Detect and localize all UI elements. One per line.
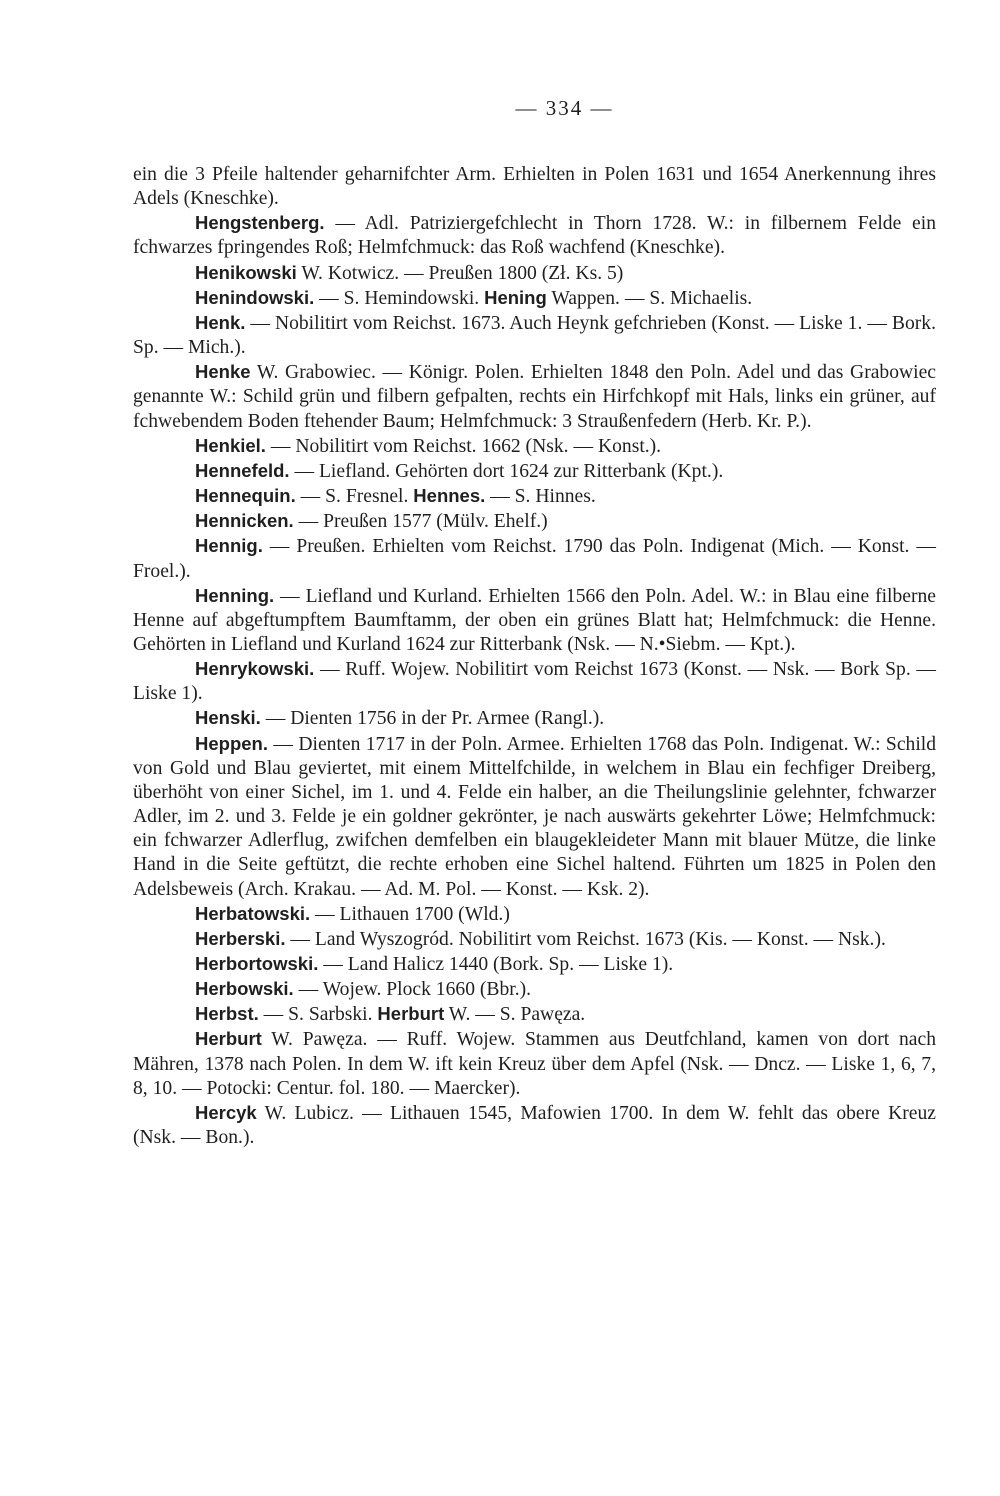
entry-text: — Preußen 1577 (Mülv. Ehelf.)	[293, 511, 548, 533]
entry-text: — Dienten 1717 in der Poln. Armee. Erhielten 1768 das Poln. Indigenat. W.: Schild von Gold und Blau geviertet, mit einem Mittelfchilde, in welchem in Blau ein fechfiger Dreiberg, überhöht von einer Sichel, im 1. und 4. Felde ein halber, an die Theilungslinie gelehnter, fchwarzer Adler, im 2. und 3. Felde je ein goldner gekrönter, je nach auswärts gekehrter Löwe; Helmfchmuck: ein fchwarzer Adlerflug, zwifchen demfelben ein blaugekleideter Mann mit blauer Mütze, die linke Hand in die Seite geftützt, die rechte erhoben eine Sichel haltend. Führten um 1825 in Polen den Adelsbeweis (Arch. Krakau. — Ad. M. Pol. — Konst. — Ksk. 2).	[133, 733, 936, 900]
entry-headword: Hercyk	[195, 1101, 257, 1123]
entry-text: — S. Hemindowski.	[314, 287, 485, 309]
entry-text: — Nobilitirt vom Reichst. 1673. Auch Heynk gefchrieben (Konst. — Liske 1. — Bork. Sp. — Mich.).	[133, 312, 936, 359]
entry	[133, 311, 936, 360]
entry-text: W. Grabowiec. — Königr. Polen. Erhielten 1848 den Poln. Adel und das Grabowiec genannte W.: Schild grün und filbern gefpalten, rechts ein Hirfchkopf mit Hals, links ein grüner, auf fchwebendem Boden ftehender Baum; Helmfchmuck: 3 Straußenfedern (Herb. Kr. P.).	[133, 362, 936, 432]
entry-text: — S. Fresnel.	[295, 486, 414, 508]
entry-headword: Henke	[195, 361, 251, 383]
entry-text: — Liefland. Gehörten dort 1624 zur Ritterbank (Kpt.).	[289, 460, 724, 482]
entry-headword: Hennes.	[413, 485, 486, 507]
entry-headword: Hennequin.	[195, 485, 296, 507]
entry-text: — Land Wyszogród. Nobilitirt vom Reichst. 1673 (Kis. — Konst. — Nsk.).	[285, 928, 886, 950]
entry-text: — Preußen. Erhielten vom Reichst. 1790 das Poln. Indigenat (Mich. — Konst. — Froel.).	[133, 536, 936, 582]
entry-continuation	[133, 163, 936, 211]
entry-headword: Herbortowski.	[195, 953, 319, 974]
entry-text: W. Lubicz. — Lithauen 1545, Mafowien 1700. In dem W. fehlt das obere Kreuz (Nsk. — Bon.).	[133, 1102, 936, 1149]
entry-text: W. Kotwicz. — Preußen 1800 (Zł. Ks. 5)	[296, 262, 624, 284]
entry-text: — S. Hinnes.	[485, 486, 596, 508]
entry-headword: Hennicken.	[195, 510, 294, 532]
entry	[133, 534, 936, 583]
entry-headword: Herbatowski.	[195, 902, 311, 924]
entry	[133, 584, 936, 657]
entry-text: — Nobilitirt vom Reichst. 1662 (Nsk. — Konst.).	[265, 435, 662, 457]
entry-headword: Herburt	[195, 1028, 262, 1050]
entry-text: W. Pawęza. — Ruff. Wojew. Stammen aus Deutfchland, kamen von dort nach Mähren, 1378 nach Polen. In dem W. ift kein Kreuz über dem Apfel (Nsk. — Dncz. — Liske 1, 6, 7, 8, 10. — Potocki: Centur. fol. 180. — Maercker).	[133, 1029, 936, 1099]
entry-headword: Henkiel.	[195, 434, 266, 456]
entry	[133, 732, 936, 902]
entry-list	[133, 163, 936, 1150]
entry-text: — Land Halicz 1440 (Bork. Sp. — Liske 1).	[318, 954, 674, 975]
entry-headword: Herburt	[377, 1003, 445, 1025]
entry	[133, 927, 936, 952]
entry-headword: Herbowski.	[195, 978, 294, 1000]
entry-headword: Heppen.	[195, 732, 268, 754]
entry-headword: Herberski.	[195, 927, 286, 949]
entry-headword: Hennefeld.	[195, 459, 290, 481]
entry-headword: Henindowski.	[195, 286, 315, 308]
entry-text: — S. Sarbski.	[258, 1004, 378, 1026]
entry	[133, 977, 936, 1002]
entry-text: Wappen. — S. Michaelis.	[546, 287, 753, 309]
entry-text: W. — S. Pawęza.	[444, 1004, 586, 1026]
entry	[133, 1027, 936, 1100]
entry-headword: Hennig.	[195, 535, 263, 557]
entry-headword: Hening	[484, 286, 547, 308]
entry-text: — Wojew. Plock 1660 (Bbr.).	[293, 979, 532, 1001]
entry-text: — Lithauen 1700 (Wld.)	[310, 903, 510, 925]
entry	[133, 286, 936, 311]
entry-headword: Herbst.	[195, 1003, 259, 1025]
entry-headword: Henikowski	[195, 261, 297, 283]
entry-text: — Adl. Patriziergefchlecht in Thorn 1728. W.: in filbernem Felde ein fchwarzes fpringendes Roß; Helmfchmuck: das Roß wachfend (Kneschke).	[133, 213, 936, 259]
entry-headword: Henk.	[195, 311, 246, 333]
entry	[133, 211, 936, 260]
entry	[133, 902, 936, 927]
entry-headword: Henning.	[195, 584, 275, 606]
entry	[133, 509, 936, 534]
entry	[133, 434, 936, 459]
entry	[133, 657, 936, 706]
entry	[133, 1002, 936, 1027]
entry-text: — Ruff. Wojew. Nobilitirt vom Reichst 1673 (Konst. — Nsk. — Bork Sp. — Liske 1).	[133, 659, 936, 705]
entry	[133, 1101, 936, 1150]
entry-text: ein die 3 Pfeile haltender geharnifchter Arm. Erhielten in Polen 1631 und 1654 Anerkennung ihres Adels (Kneschke).	[133, 164, 936, 210]
page-number: — 334 —	[515, 96, 614, 120]
entry	[133, 360, 936, 433]
entry	[133, 706, 936, 731]
entry-headword: Hengstenberg.	[195, 212, 325, 234]
entry	[133, 952, 936, 977]
entry-headword: Henski.	[195, 707, 261, 729]
entry	[133, 261, 936, 286]
entry-text: — Liefland und Kurland. Erhielten 1566 den Poln. Adel. W.: in Blau eine filberne Henne auf abgeftumpftem Baumftamm, der oben ein grünes Blatt hat; Helmfchmuck: die Henne. Gehörten in Liefland und Kurland 1624 zur Ritterbank (Nsk. — N.•Siebm. — Kpt.).	[133, 585, 936, 655]
entry	[133, 459, 936, 484]
entry	[133, 484, 936, 509]
entry-text: — Dienten 1756 in der Pr. Armee (Rangl.).	[260, 708, 605, 730]
entry-headword: Henrykowski.	[195, 658, 315, 680]
